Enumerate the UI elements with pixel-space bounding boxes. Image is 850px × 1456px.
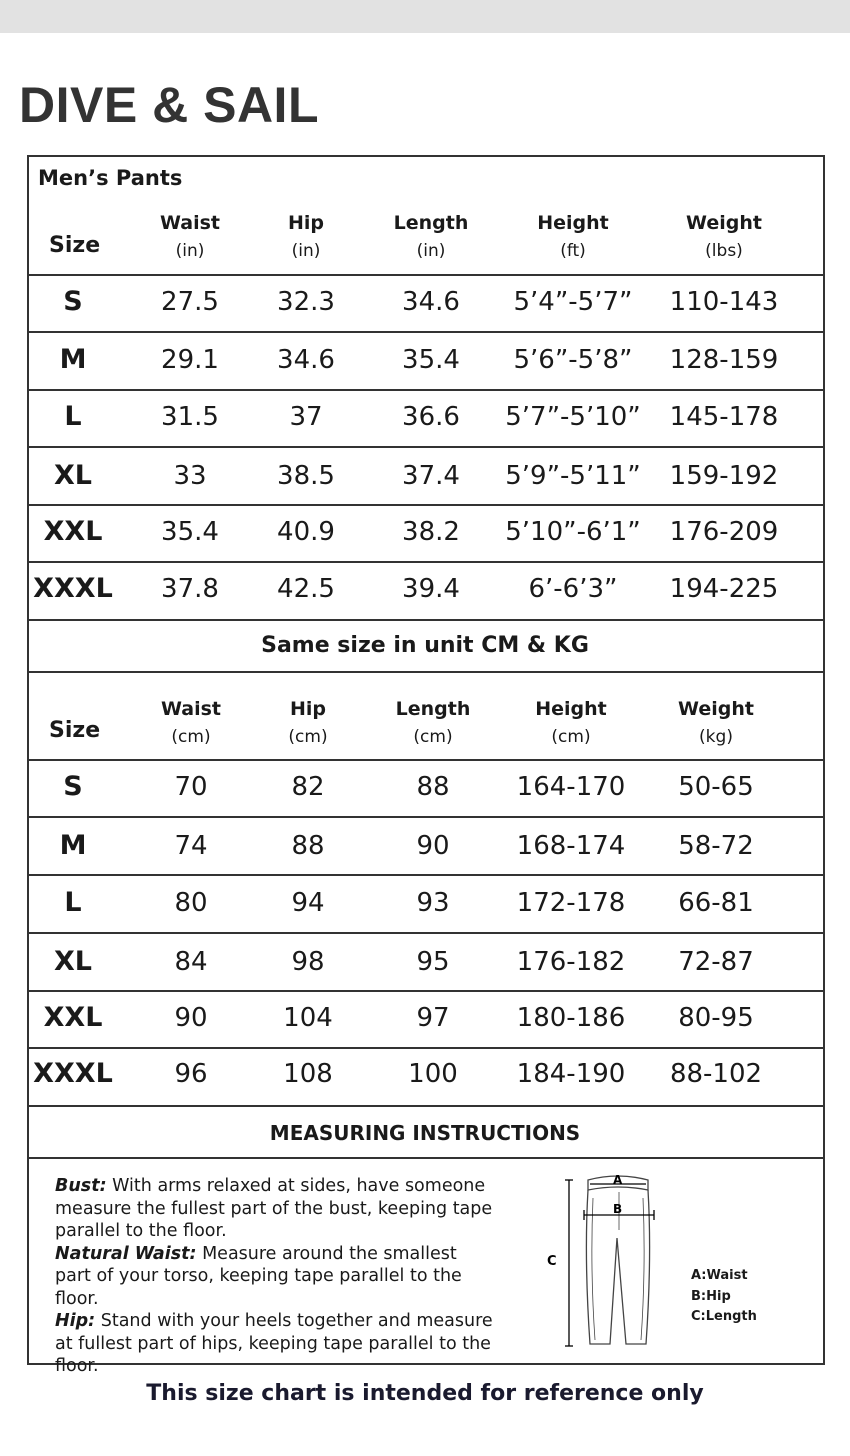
legend-waist: A:Waist [691,1268,748,1283]
divider [27,759,825,761]
value-cell: 70 [174,772,208,802]
value-cell: 6’-6’3” [528,574,618,604]
value-cell: 98 [291,947,325,977]
value-cell: 31.5 [161,402,219,432]
size-cell: XXXL [33,573,113,604]
value-cell: 5’6”-5’8” [513,345,633,375]
size-cell: XL [53,460,93,491]
value-cell: 159-192 [669,461,779,491]
size-cell: S [63,771,83,802]
instruction-natural-waist: Natural Waist: Measure around the smallest part of your torso, keeping tape parallel to the floor. [55,1243,462,1309]
legend-length: C:Length [691,1309,757,1324]
value-cell: 58-72 [678,831,754,861]
size-cell: S [63,286,83,317]
value-cell: 82 [291,772,325,802]
value-cell: 172-178 [516,888,626,918]
value-cell: 176-209 [669,517,779,547]
value-cell: 128-159 [669,345,779,375]
value-cell: 97 [416,1003,450,1033]
value-cell: 93 [416,888,450,918]
value-cell: 37.4 [402,461,460,491]
value-cell: 27.5 [161,287,219,317]
column-header: Length [395,698,471,720]
divider [27,990,825,992]
column-header: Weight [678,698,754,720]
value-cell: 35.4 [402,345,460,375]
measuring-instructions-title: MEASURING INSTRUCTIONS [269,1121,581,1145]
divider [27,932,825,934]
value-cell: 35.4 [161,517,219,547]
size-cell: XXXL [33,1058,113,1089]
size-cell: L [64,401,82,432]
column-unit: (lbs) [705,241,743,261]
divider [27,561,825,563]
value-cell: 50-65 [678,772,754,802]
value-cell: 32.3 [277,287,335,317]
value-cell: 80-95 [678,1003,754,1033]
value-cell: 37 [289,402,323,432]
column-header: Waist [160,698,222,720]
value-cell: 95 [416,947,450,977]
column-unit: (in) [416,241,446,261]
column-unit: (ft) [560,241,586,261]
divider [27,504,825,506]
value-cell: 37.8 [161,574,219,604]
label-c: C [547,1254,557,1269]
value-cell: 34.6 [402,287,460,317]
column-header: Height [535,698,607,720]
size-cell: M [59,344,87,375]
column-header: Waist [159,212,221,234]
column-header: Length [393,212,469,234]
divider [27,331,825,333]
value-cell: 176-182 [516,947,626,977]
value-cell: 33 [173,461,207,491]
column-header: Hip [287,212,325,234]
value-cell: 108 [283,1059,333,1089]
value-cell: 5’10”-6’1” [505,517,641,547]
column-unit: (in) [291,241,321,261]
value-cell: 5’7”-5’10” [505,402,641,432]
value-cell: 88 [416,772,450,802]
value-cell: 66-81 [678,888,754,918]
divider [27,446,825,448]
column-header: Hip [289,698,327,720]
size-cell: XL [53,946,93,977]
value-cell: 40.9 [277,517,335,547]
value-cell: 38.2 [402,517,460,547]
pants-diagram [540,1168,670,1353]
value-cell: 39.4 [402,574,460,604]
instruction-bust: Bust: With arms relaxed at sides, have someone measure the fullest part of the bust, keeping tape parallel to the floor. [55,1176,493,1241]
brand-title: DIVE & SAIL [19,77,319,133]
value-cell: 145-178 [669,402,779,432]
chart-title: Men’s Pants [38,166,183,190]
size-cell: M [59,830,87,861]
column-header: Height [537,212,609,234]
value-cell: 90 [174,1003,208,1033]
value-cell: 5’9”-5’11” [505,461,641,491]
divider [27,274,825,276]
divider [27,1105,825,1107]
value-cell: 164-170 [516,772,626,802]
column-unit: (in) [175,241,205,261]
value-cell: 104 [283,1003,333,1033]
value-cell: 84 [174,947,208,977]
column-unit: (cm) [551,727,591,747]
value-cell: 100 [408,1059,458,1089]
value-cell: 180-186 [516,1003,626,1033]
value-cell: 194-225 [669,574,779,604]
divider [27,1047,825,1049]
label-a: A [613,1173,623,1187]
size-column-header: Size [49,233,101,258]
column-unit: (cm) [171,727,211,747]
value-cell: 94 [291,888,325,918]
footer-note: This size chart is intended for reference only [146,1381,704,1406]
size-cell: L [64,887,82,918]
value-cell: 88-102 [669,1059,763,1089]
value-cell: 5’4”-5’7” [513,287,633,317]
value-cell: 88 [291,831,325,861]
value-cell: 96 [174,1059,208,1089]
value-cell: 38.5 [277,461,335,491]
column-header: Weight [686,212,762,234]
value-cell: 110-143 [669,287,779,317]
column-unit: (kg) [699,727,733,747]
instruction-hip: Hip: Stand with your heels together and measure at fullest part of hips, keeping tape parallel to the floor. [55,1311,493,1376]
value-cell: 36.6 [402,402,460,432]
divider [27,671,825,673]
value-cell: 72-87 [678,947,754,977]
size-cell: XXL [43,1002,103,1033]
value-cell: 34.6 [277,345,335,375]
value-cell: 90 [416,831,450,861]
column-unit: (cm) [288,727,328,747]
value-cell: 42.5 [277,574,335,604]
value-cell: 184-190 [516,1059,626,1089]
value-cell: 80 [174,888,208,918]
label-b: B [613,1202,623,1216]
measuring-instructions-text [55,1175,495,1378]
divider [27,874,825,876]
legend-hip: B:Hip [691,1289,731,1304]
value-cell: 168-174 [516,831,626,861]
cm-section-title: Same size in unit CM & KG [261,633,589,658]
divider [27,816,825,818]
value-cell: 29.1 [161,345,219,375]
top-bar [0,0,850,33]
value-cell: 74 [174,831,208,861]
size-cell: XXL [43,516,103,547]
size-column-header-cm: Size [49,718,101,743]
divider [27,389,825,391]
divider [27,1157,825,1159]
divider [27,619,825,621]
column-unit: (cm) [413,727,453,747]
